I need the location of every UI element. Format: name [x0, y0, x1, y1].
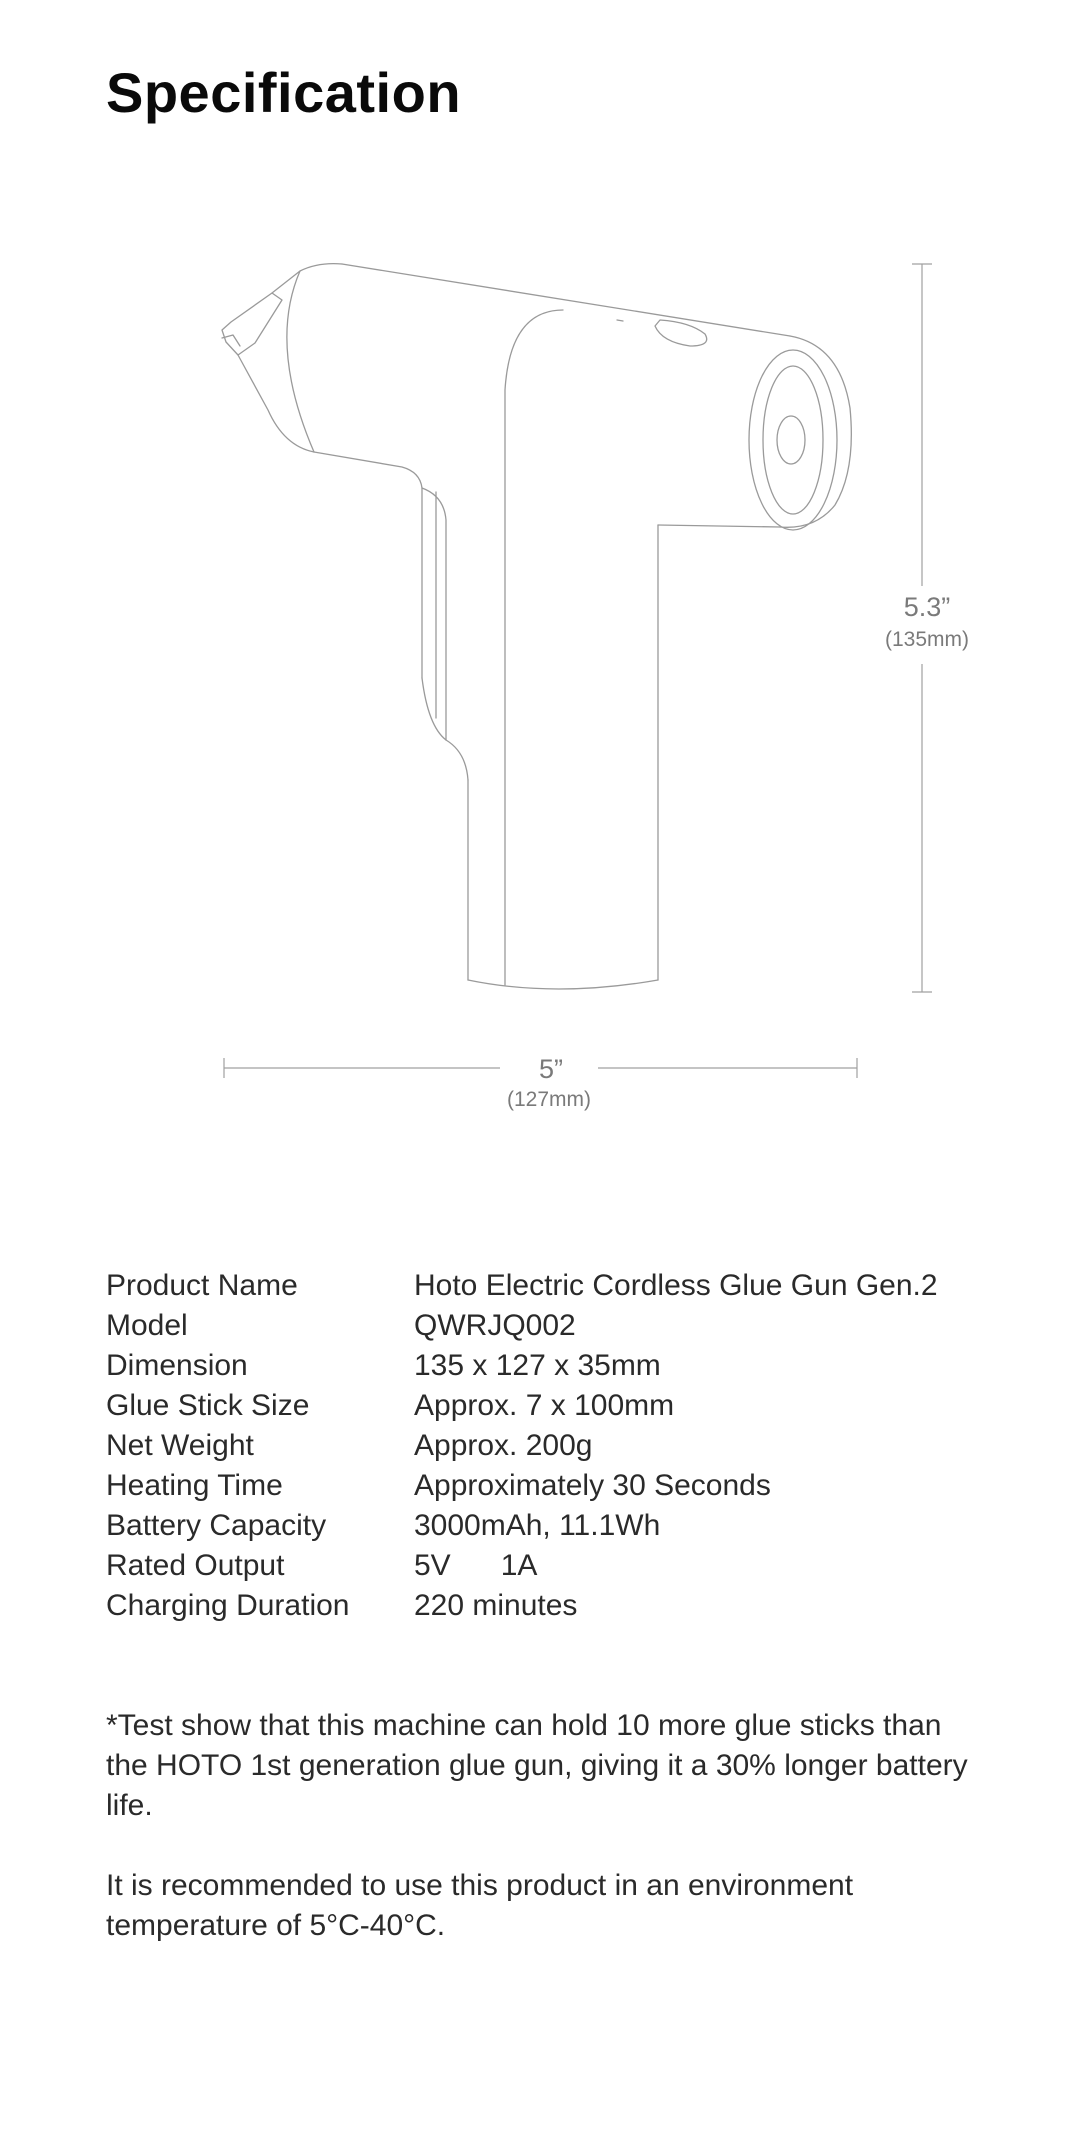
grip-barrel-join: [658, 525, 780, 527]
spec-label: Net Weight: [106, 1429, 254, 1462]
grip-base: [468, 980, 658, 989]
rear-cap: [780, 336, 851, 527]
nozzle-tip-detail: [222, 335, 240, 346]
width-inches-label: 5”: [538, 1054, 564, 1084]
height-inches-label: 5.3”: [903, 592, 951, 622]
spec-value: 5V 1A: [414, 1549, 538, 1582]
spec-value: QWRJQ002: [414, 1309, 576, 1342]
spec-table: [106, 1266, 1006, 1626]
nozzle-seam: [287, 271, 314, 452]
spec-row-rated-output: [106, 1546, 1006, 1586]
spec-row-dimension: [106, 1346, 1006, 1386]
spec-value: 220 minutes: [414, 1589, 578, 1622]
width-mm-label: (127mm): [506, 1088, 592, 1111]
barrel-top: [342, 264, 790, 336]
trigger-face: [422, 488, 446, 740]
spec-value: Approximately 30 Seconds: [414, 1469, 771, 1502]
nozzle-cone-bottom: [238, 355, 314, 452]
spec-value: Approx. 200g: [414, 1429, 593, 1462]
spec-value: Approx. 7 x 100mm: [414, 1389, 675, 1422]
spec-value: Hoto Electric Cordless Glue Gun Gen.2: [414, 1269, 938, 1302]
rear-cap-button: [777, 416, 805, 464]
battery-life-note: *Test show that this machine can hold 10 more glue sticks than the HOTO 1st generation glue gun, giving it a 30% longer battery life.: [106, 1709, 968, 1822]
top-indicator: [617, 320, 623, 321]
spec-label: Battery Capacity: [106, 1509, 327, 1542]
rear-cap-ring: [749, 350, 837, 530]
spec-row-heating-time: [106, 1466, 1006, 1506]
spec-label: Rated Output: [106, 1549, 285, 1582]
top-button: [655, 320, 707, 346]
spec-value: 135 x 127 x 35mm: [414, 1349, 661, 1382]
spec-row-charging-duration: [106, 1586, 1006, 1626]
spec-label: Model: [106, 1309, 188, 1342]
spec-row-battery-capacity: [106, 1506, 1006, 1546]
spec-row-product-name: [106, 1266, 1006, 1306]
nozzle-tip: [222, 293, 282, 355]
glue-gun-drawing: [222, 264, 851, 989]
spec-label: Charging Duration: [106, 1589, 350, 1622]
spec-row-glue-stick-size: [106, 1386, 1006, 1426]
height-mm-label: (135mm): [884, 628, 970, 651]
page-title: Specification: [106, 61, 462, 124]
spec-label: Dimension: [106, 1349, 248, 1382]
trigger-bottom: [422, 678, 446, 740]
spec-row-model: [106, 1306, 1006, 1346]
grip-front-curve: [446, 740, 468, 780]
spec-label: Glue Stick Size: [106, 1389, 310, 1422]
spec-label: Product Name: [106, 1269, 298, 1302]
rear-cap-inner: [763, 366, 823, 514]
spec-value: 3000mAh, 11.1Wh: [414, 1509, 661, 1542]
grip-body-curve: [505, 310, 563, 985]
barrel-underside-front: [314, 452, 422, 678]
spec-row-net-weight: [106, 1426, 1006, 1466]
nozzle-cone-top: [272, 264, 342, 293]
spec-label: Heating Time: [106, 1469, 283, 1502]
temperature-note: It is recommended to use this product in an environment temperature of 5°C-40°C.: [106, 1869, 854, 1942]
